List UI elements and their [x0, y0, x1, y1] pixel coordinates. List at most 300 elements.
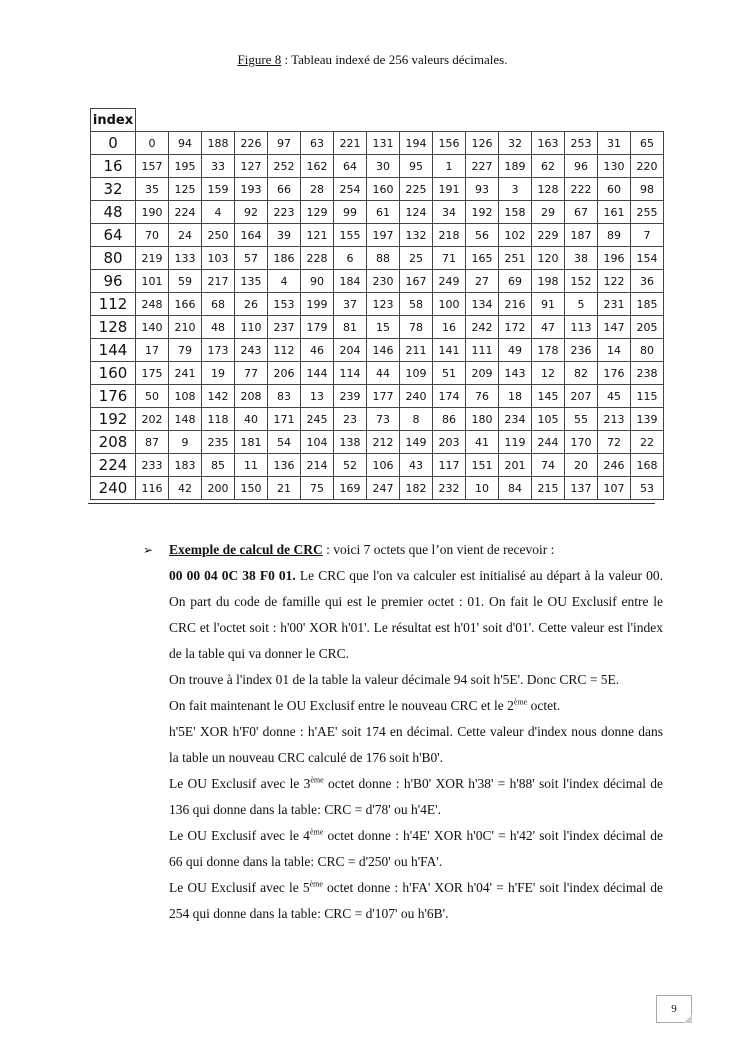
table-row [91, 247, 664, 270]
table-cell: 236 [565, 339, 598, 362]
table-cell: 224 [169, 201, 202, 224]
table-cell: 60 [598, 178, 631, 201]
table-cell: 116 [136, 477, 169, 500]
table-cell: 79 [169, 339, 202, 362]
table-cell: 10 [466, 477, 499, 500]
example-intro [169, 537, 663, 563]
table-cell: 235 [202, 431, 235, 454]
table-cell: 121 [301, 224, 334, 247]
table-cell: 131 [367, 132, 400, 155]
page-number: 9 [656, 995, 692, 1023]
table-cell: 3 [499, 178, 532, 201]
table-cell: 211 [400, 339, 433, 362]
table-cell: 126 [466, 132, 499, 155]
row-index-label: 16 [91, 155, 136, 178]
example-paragraph-2: On trouve à l'index 01 de la table la valeur décimale 94 soit h'5E'. Donc CRC = 5E. [169, 672, 620, 687]
table-cell: 115 [631, 385, 664, 408]
table-cell: 70 [136, 224, 169, 247]
p5-superscript: ème [310, 775, 324, 785]
table-cell: 111 [466, 339, 499, 362]
table-cell: 216 [499, 293, 532, 316]
table-cell: 83 [268, 385, 301, 408]
table-cell: 204 [334, 339, 367, 362]
table-cell: 85 [202, 454, 235, 477]
row-index-label: 80 [91, 247, 136, 270]
table-cell: 245 [301, 408, 334, 431]
table-cell: 185 [631, 293, 664, 316]
table-cell: 183 [169, 454, 202, 477]
table-cell: 149 [400, 431, 433, 454]
p7-text-b: octet donne : h'FA' XOR h'04' = h'FE' soit l'index décimal de 254 qui donne dans la table: CRC = d'107' ou h'6B'. [169, 880, 663, 921]
table-cell: 230 [367, 270, 400, 293]
table-cell: 112 [268, 339, 301, 362]
table-cell: 35 [136, 178, 169, 201]
table-cell: 218 [433, 224, 466, 247]
table-cell: 212 [367, 431, 400, 454]
table-cell: 159 [202, 178, 235, 201]
table-cell: 160 [367, 178, 400, 201]
table-cell: 175 [136, 362, 169, 385]
table-cell: 252 [268, 155, 301, 178]
table-cell: 123 [367, 293, 400, 316]
table-cell: 206 [268, 362, 301, 385]
table-cell: 209 [466, 362, 499, 385]
table-cell: 6 [334, 247, 367, 270]
table-cell: 67 [565, 201, 598, 224]
table-cell: 153 [268, 293, 301, 316]
example-intro-text: : voici 7 octets que l’on vient de recevoir : [322, 542, 555, 557]
table-cell: 91 [532, 293, 565, 316]
table-cell: 186 [268, 247, 301, 270]
example-paragraph-7 [169, 875, 663, 927]
table-cell: 214 [301, 454, 334, 477]
table-cell: 48 [202, 316, 235, 339]
example-paragraph-6 [169, 823, 663, 875]
index-header: index [91, 109, 136, 132]
row-index-label: 240 [91, 477, 136, 500]
table-cell: 163 [532, 132, 565, 155]
p5-text-b: octet donne : h'B0' XOR h'38' = h'88' soit l'index décimal de 136 qui donne dans la table: CRC = d'78' ou h'4E'. [169, 776, 663, 817]
example-paragraph-4: h'5E' XOR h'F0' donne : h'AE' soit 174 en décimal. Cette valeur d'index nous donne dans la table un nouveau CRC calculé de 176 soit h'B0'. [169, 724, 663, 765]
table-cell: 237 [268, 316, 301, 339]
table-row [91, 454, 664, 477]
table-cell: 222 [565, 178, 598, 201]
table-cell: 200 [202, 477, 235, 500]
table-cell: 178 [532, 339, 565, 362]
p3-superscript: ème [513, 697, 528, 707]
table-cell: 86 [433, 408, 466, 431]
table-cell: 182 [400, 477, 433, 500]
table-cell: 179 [301, 316, 334, 339]
table-cell: 150 [235, 477, 268, 500]
table-cell: 84 [499, 477, 532, 500]
table-cell: 190 [136, 201, 169, 224]
table-cell: 191 [433, 178, 466, 201]
table-cell: 234 [499, 408, 532, 431]
table-cell: 47 [532, 316, 565, 339]
table-cell: 161 [598, 201, 631, 224]
table-cell: 38 [565, 247, 598, 270]
table-cell: 52 [334, 454, 367, 477]
table-cell: 187 [565, 224, 598, 247]
table-cell: 87 [136, 431, 169, 454]
table-cell: 105 [532, 408, 565, 431]
table-cell: 215 [532, 477, 565, 500]
p3-text-b: octet. [527, 698, 561, 713]
table-cell: 247 [367, 477, 400, 500]
table-cell: 154 [631, 247, 664, 270]
table-cell: 102 [499, 224, 532, 247]
table-cell: 125 [169, 178, 202, 201]
table-cell: 120 [532, 247, 565, 270]
table-cell: 28 [301, 178, 334, 201]
separator-rule [88, 503, 655, 504]
table-cell: 59 [169, 270, 202, 293]
table-row [91, 316, 664, 339]
table-cell: 61 [367, 201, 400, 224]
row-index-label: 224 [91, 454, 136, 477]
example-paragraph-5 [169, 771, 663, 823]
table-cell: 172 [499, 316, 532, 339]
table-cell: 143 [499, 362, 532, 385]
table-cell: 221 [334, 132, 367, 155]
table-cell: 103 [202, 247, 235, 270]
crc-lookup-table [90, 108, 664, 500]
table-cell: 248 [136, 293, 169, 316]
table-cell: 69 [499, 270, 532, 293]
table-cell: 65 [631, 132, 664, 155]
table-cell: 22 [631, 431, 664, 454]
table-cell: 157 [136, 155, 169, 178]
table-cell: 76 [466, 385, 499, 408]
table-cell: 45 [598, 385, 631, 408]
table-cell: 100 [433, 293, 466, 316]
table-cell: 155 [334, 224, 367, 247]
table-cell: 11 [235, 454, 268, 477]
table-cell: 104 [301, 431, 334, 454]
table-cell: 101 [136, 270, 169, 293]
row-index-label: 144 [91, 339, 136, 362]
table-cell: 201 [499, 454, 532, 477]
table-cell: 114 [334, 362, 367, 385]
table-cell: 73 [367, 408, 400, 431]
table-cell: 210 [169, 316, 202, 339]
table-cell: 208 [235, 385, 268, 408]
table-cell: 195 [169, 155, 202, 178]
p5-text-a: Le OU Exclusif avec le 3 [169, 776, 311, 791]
table-row [91, 178, 664, 201]
table-cell: 199 [301, 293, 334, 316]
figure-label: Figure 8 [237, 52, 282, 67]
p3-text-a: On fait maintenant le OU Exclusif entre le nouveau CRC et le 2 [169, 698, 514, 713]
table-row [91, 270, 664, 293]
p7-superscript: ème [309, 879, 323, 889]
table-cell: 17 [136, 339, 169, 362]
table-cell: 30 [367, 155, 400, 178]
table-cell: 220 [631, 155, 664, 178]
table-cell: 242 [466, 316, 499, 339]
row-index-label: 208 [91, 431, 136, 454]
table-cell: 80 [631, 339, 664, 362]
table-cell: 54 [268, 431, 301, 454]
crc-example-section [143, 537, 663, 927]
table-cell: 133 [169, 247, 202, 270]
table-cell: 92 [235, 201, 268, 224]
table-cell: 219 [136, 247, 169, 270]
table-cell: 94 [169, 132, 202, 155]
table-cell: 63 [301, 132, 334, 155]
table-row [91, 224, 664, 247]
table-row [91, 408, 664, 431]
table-cell: 82 [565, 362, 598, 385]
table-cell: 136 [268, 454, 301, 477]
table-cell: 26 [235, 293, 268, 316]
table-cell: 152 [565, 270, 598, 293]
table-cell: 174 [433, 385, 466, 408]
table-cell: 56 [466, 224, 499, 247]
table-cell: 43 [400, 454, 433, 477]
table-cell: 194 [400, 132, 433, 155]
table-cell: 55 [565, 408, 598, 431]
table-header-row [91, 109, 664, 132]
table-cell: 124 [400, 201, 433, 224]
table-cell: 66 [268, 178, 301, 201]
table-cell: 12 [532, 362, 565, 385]
table-cell: 147 [598, 316, 631, 339]
table-cell: 118 [202, 408, 235, 431]
table-cell: 24 [169, 224, 202, 247]
row-index-label: 128 [91, 316, 136, 339]
table-cell: 241 [169, 362, 202, 385]
received-bytes: 00 00 04 0C 38 F0 01. [169, 568, 296, 583]
table-cell: 15 [367, 316, 400, 339]
table-cell: 18 [499, 385, 532, 408]
table-cell: 41 [466, 431, 499, 454]
table-cell: 249 [433, 270, 466, 293]
table-cell: 96 [565, 155, 598, 178]
table-cell: 250 [202, 224, 235, 247]
table-cell: 169 [334, 477, 367, 500]
table-cell: 137 [565, 477, 598, 500]
example-paragraph-3 [169, 693, 663, 719]
header-blank [136, 109, 664, 132]
table-cell: 93 [466, 178, 499, 201]
table-cell: 246 [598, 454, 631, 477]
table-cell: 72 [598, 431, 631, 454]
table-cell: 117 [433, 454, 466, 477]
row-index-label: 48 [91, 201, 136, 224]
table-cell: 99 [334, 201, 367, 224]
table-cell: 142 [202, 385, 235, 408]
table-cell: 62 [532, 155, 565, 178]
table-cell: 244 [532, 431, 565, 454]
table-cell: 213 [598, 408, 631, 431]
table-cell: 57 [235, 247, 268, 270]
table-cell: 14 [598, 339, 631, 362]
table-cell: 74 [532, 454, 565, 477]
table-cell: 255 [631, 201, 664, 224]
table-cell: 167 [400, 270, 433, 293]
table-cell: 110 [235, 316, 268, 339]
table-cell: 173 [202, 339, 235, 362]
table-cell: 243 [235, 339, 268, 362]
table-cell: 46 [301, 339, 334, 362]
table-cell: 128 [532, 178, 565, 201]
table-cell: 39 [268, 224, 301, 247]
table-cell: 4 [268, 270, 301, 293]
table-cell: 203 [433, 431, 466, 454]
row-index-label: 176 [91, 385, 136, 408]
table-cell: 141 [433, 339, 466, 362]
table-cell: 158 [499, 201, 532, 224]
table-cell: 49 [499, 339, 532, 362]
table-cell: 32 [499, 132, 532, 155]
table-cell: 37 [334, 293, 367, 316]
table-cell: 44 [367, 362, 400, 385]
table-cell: 5 [565, 293, 598, 316]
row-index-label: 64 [91, 224, 136, 247]
table-row [91, 339, 664, 362]
p6-text-a: Le OU Exclusif avec le 4 [169, 828, 310, 843]
table-cell: 151 [466, 454, 499, 477]
table-cell: 42 [169, 477, 202, 500]
table-cell: 0 [136, 132, 169, 155]
table-cell: 13 [301, 385, 334, 408]
table-cell: 40 [235, 408, 268, 431]
table-cell: 196 [598, 247, 631, 270]
table-cell: 25 [400, 247, 433, 270]
table-cell: 148 [169, 408, 202, 431]
table-cell: 145 [532, 385, 565, 408]
table-cell: 81 [334, 316, 367, 339]
table-cell: 19 [202, 362, 235, 385]
table-row [91, 477, 664, 500]
table-cell: 166 [169, 293, 202, 316]
table-cell: 225 [400, 178, 433, 201]
table-cell: 98 [631, 178, 664, 201]
table-cell: 7 [631, 224, 664, 247]
table-cell: 75 [301, 477, 334, 500]
table-cell: 4 [202, 201, 235, 224]
table-cell: 202 [136, 408, 169, 431]
table-cell: 129 [301, 201, 334, 224]
table-cell: 127 [235, 155, 268, 178]
table-cell: 240 [400, 385, 433, 408]
figure-caption-text: : Tableau indexé de 256 valeurs décimales. [281, 52, 508, 67]
table-cell: 106 [367, 454, 400, 477]
table-cell: 146 [367, 339, 400, 362]
table-cell: 197 [367, 224, 400, 247]
table-cell: 31 [598, 132, 631, 155]
table-cell: 113 [565, 316, 598, 339]
table-cell: 144 [301, 362, 334, 385]
table-cell: 20 [565, 454, 598, 477]
table-cell: 107 [598, 477, 631, 500]
table-cell: 162 [301, 155, 334, 178]
table-cell: 138 [334, 431, 367, 454]
table-cell: 226 [235, 132, 268, 155]
table-row [91, 132, 664, 155]
table-cell: 16 [433, 316, 466, 339]
table-cell: 181 [235, 431, 268, 454]
row-index-label: 96 [91, 270, 136, 293]
table-cell: 184 [334, 270, 367, 293]
table-cell: 165 [466, 247, 499, 270]
table-cell: 53 [631, 477, 664, 500]
table-cell: 227 [466, 155, 499, 178]
table-row [91, 201, 664, 224]
p6-text-b: octet donne : h'4E' XOR h'0C' = h'42' soit l'index décimal de 66 qui donne dans la table: CRC = d'250' ou h'FA'. [169, 828, 663, 869]
table-cell: 108 [169, 385, 202, 408]
table-cell: 251 [499, 247, 532, 270]
table-cell: 78 [400, 316, 433, 339]
table-cell: 238 [631, 362, 664, 385]
table-row [91, 155, 664, 178]
table-cell: 156 [433, 132, 466, 155]
row-index-label: 112 [91, 293, 136, 316]
table-cell: 192 [466, 201, 499, 224]
bullet-arrow-icon: ➢ [143, 543, 154, 557]
table-cell: 253 [565, 132, 598, 155]
figure-caption [0, 52, 745, 68]
table-cell: 168 [631, 454, 664, 477]
table-cell: 90 [301, 270, 334, 293]
table-cell: 8 [400, 408, 433, 431]
table-cell: 228 [301, 247, 334, 270]
table-row [91, 385, 664, 408]
table-row [91, 431, 664, 454]
table-cell: 33 [202, 155, 235, 178]
table-cell: 232 [433, 477, 466, 500]
row-index-label: 192 [91, 408, 136, 431]
table-cell: 135 [235, 270, 268, 293]
table-cell: 171 [268, 408, 301, 431]
table-row [91, 362, 664, 385]
row-index-label: 32 [91, 178, 136, 201]
table-cell: 77 [235, 362, 268, 385]
table-cell: 23 [334, 408, 367, 431]
table-cell: 34 [433, 201, 466, 224]
table-cell: 9 [169, 431, 202, 454]
table-cell: 164 [235, 224, 268, 247]
p6-superscript: ème [309, 827, 324, 837]
table-cell: 170 [565, 431, 598, 454]
example-paragraph-1 [169, 563, 663, 667]
table-cell: 189 [499, 155, 532, 178]
table-cell: 64 [334, 155, 367, 178]
table-cell: 89 [598, 224, 631, 247]
table-cell: 119 [499, 431, 532, 454]
row-index-label: 160 [91, 362, 136, 385]
table-cell: 239 [334, 385, 367, 408]
table-cell: 27 [466, 270, 499, 293]
table-cell: 68 [202, 293, 235, 316]
table-cell: 180 [466, 408, 499, 431]
table-cell: 21 [268, 477, 301, 500]
p7-text-a: Le OU Exclusif avec le 5 [169, 880, 310, 895]
table-cell: 229 [532, 224, 565, 247]
table-cell: 36 [631, 270, 664, 293]
table-cell: 29 [532, 201, 565, 224]
table-cell: 233 [136, 454, 169, 477]
table-cell: 254 [334, 178, 367, 201]
table-cell: 198 [532, 270, 565, 293]
table-cell: 223 [268, 201, 301, 224]
table-cell: 50 [136, 385, 169, 408]
table-cell: 140 [136, 316, 169, 339]
table-cell: 88 [367, 247, 400, 270]
table-cell: 188 [202, 132, 235, 155]
